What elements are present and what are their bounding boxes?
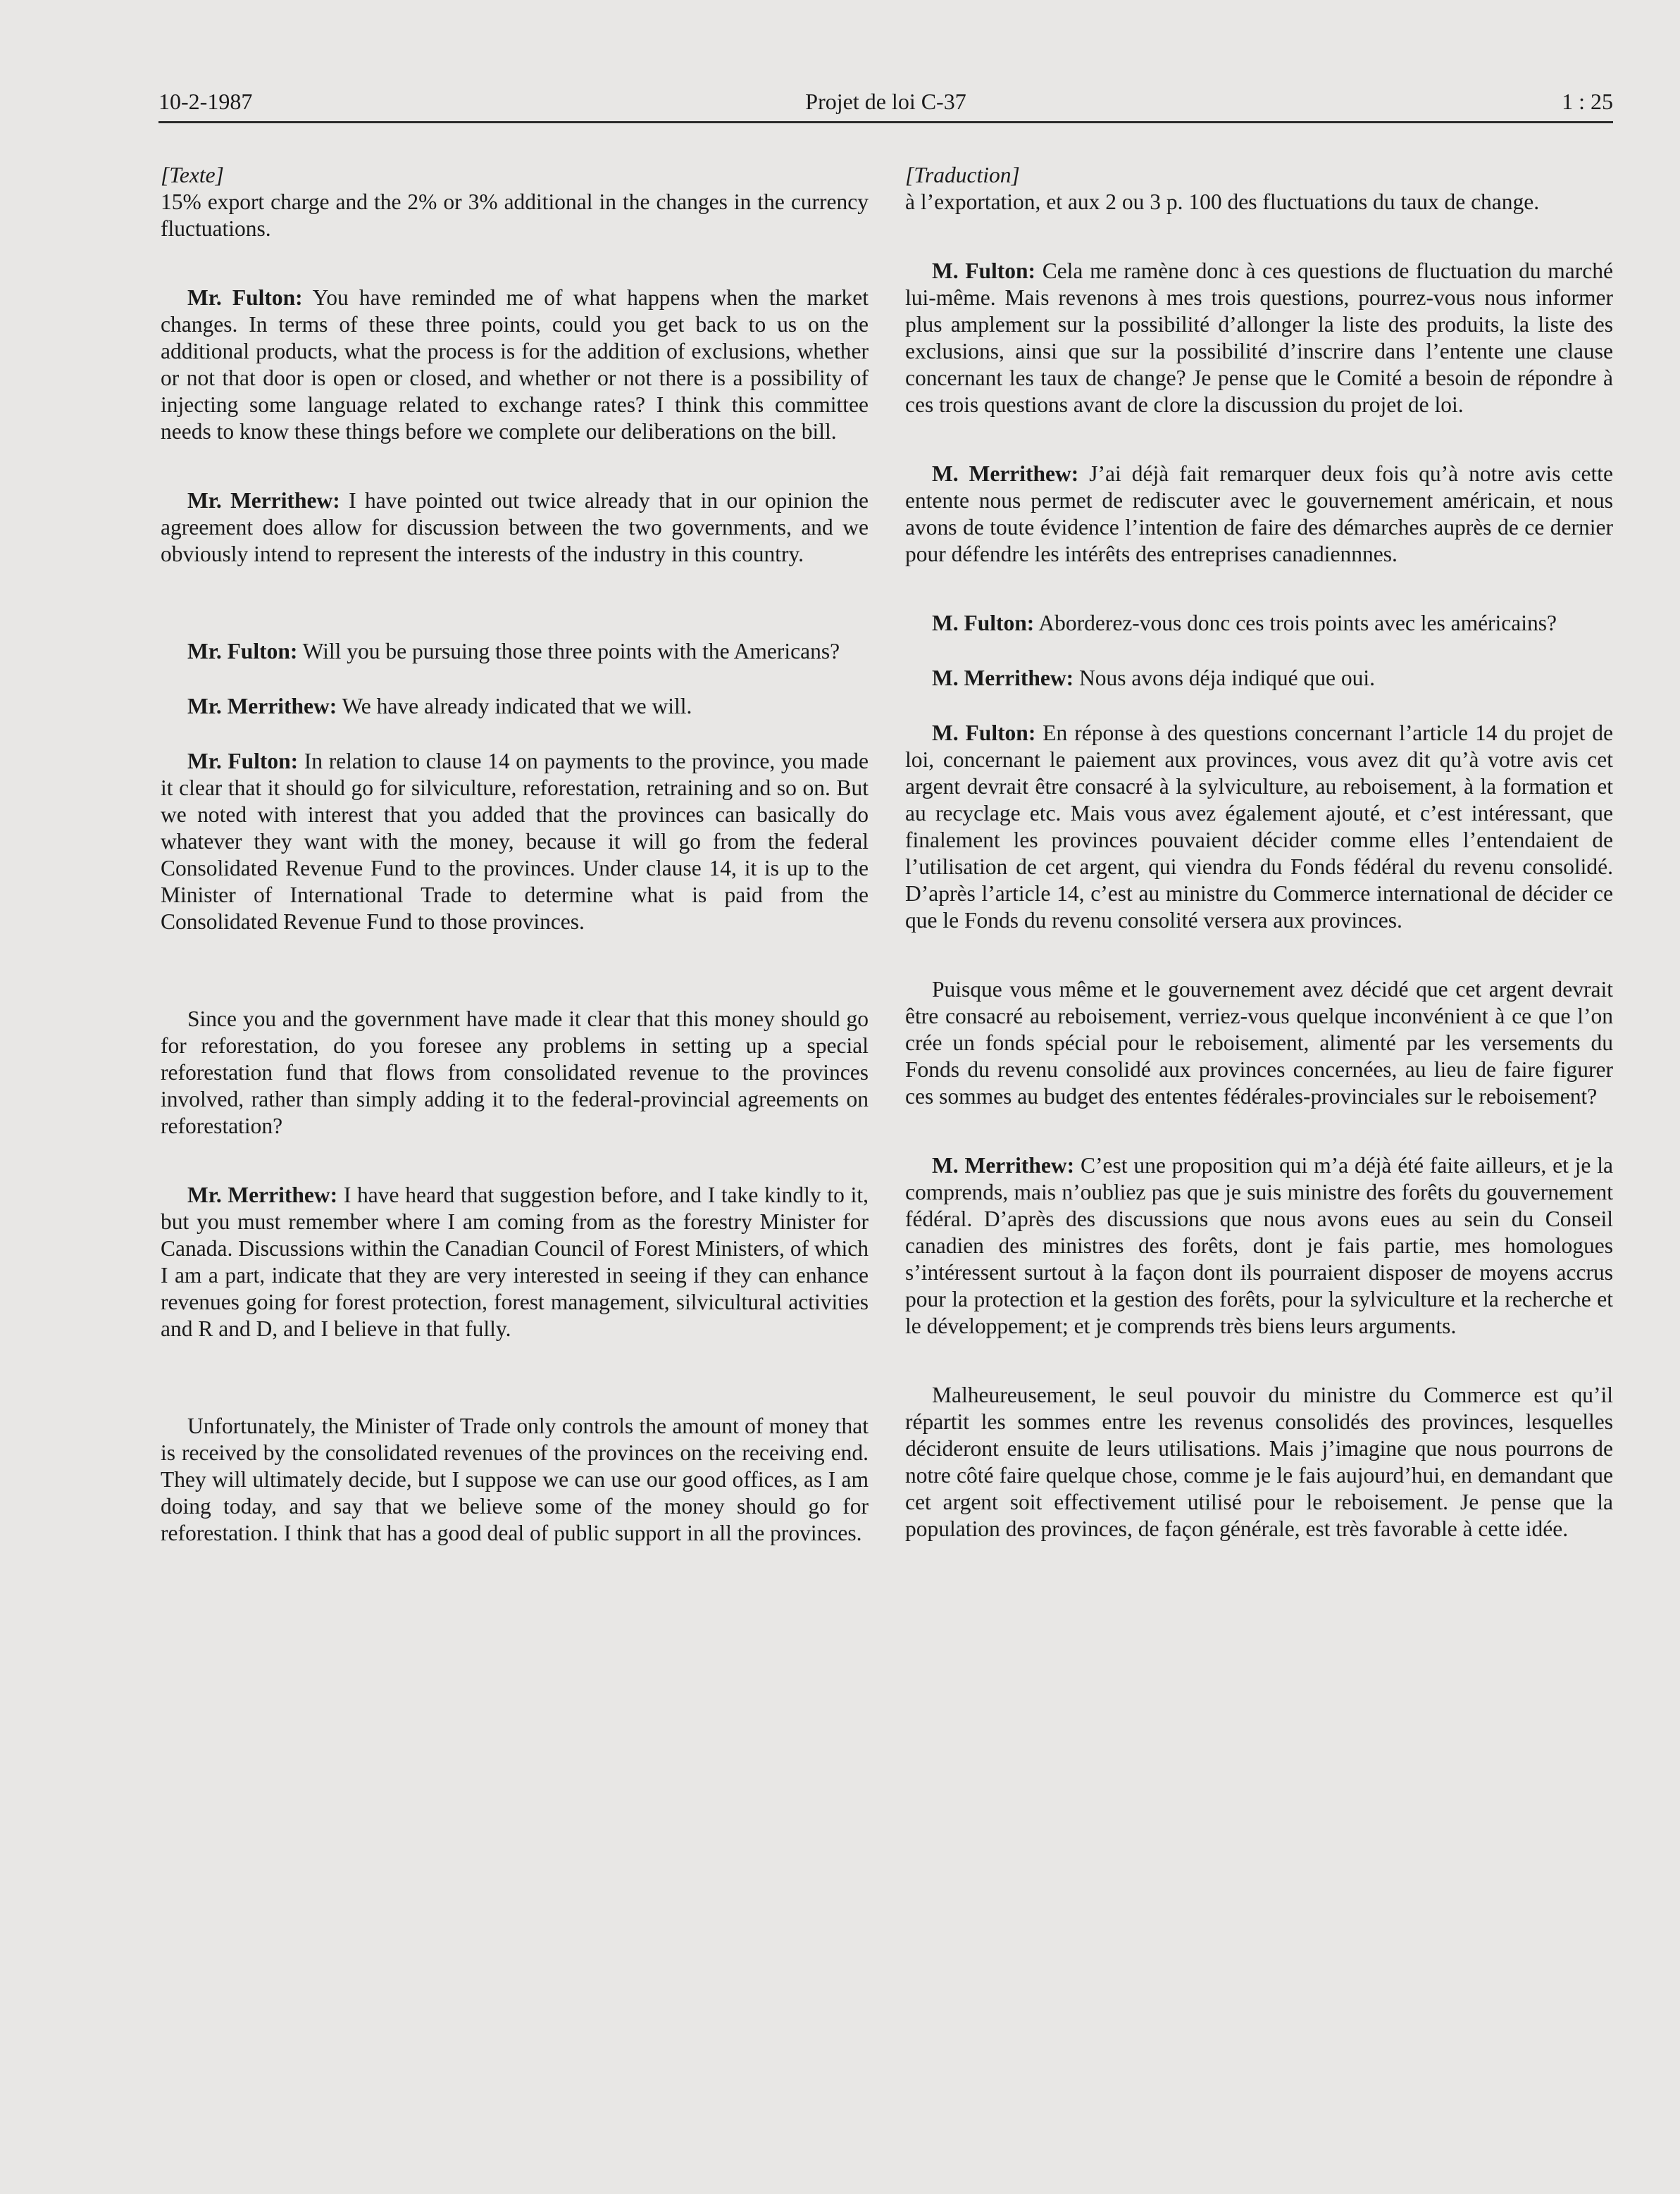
paragraph: [905, 1152, 1613, 1340]
page-header: [158, 83, 1613, 123]
speaker-name: Mr. Merrithew:: [187, 694, 337, 718]
paragraph-text: J’ai déjà fait remarquer deux fois qu’à notre avis cette entente nous permet de rediscuter avec le gouvernement américain, et nous avons de toute évidence l’intention de faire des démarches auprès de ce dernier pour défendre les intérêts des entreprises canadiennnes.: [905, 461, 1613, 566]
paragraph: [161, 285, 869, 445]
speaker-name: M. Merrithew:: [932, 666, 1074, 690]
paragraph-text: We have already indicated that we will.: [337, 694, 692, 718]
speaker-name: M. Merrithew:: [932, 461, 1079, 486]
paragraph: [905, 610, 1613, 637]
speaker-name: M. Fulton:: [932, 721, 1036, 745]
paragraph: [905, 976, 1613, 1110]
speaker-name: M. Fulton:: [932, 611, 1035, 635]
paragraph-text: Puisque vous même et le gouvernement avez décidé que cet argent devrait être consacré au reboisement, verriez-vous quelque inconvénient à ce que l’on crée un fonds spécial pour le reboisement, alimenté par les versements du Fonds du revenu consolidé aux provinces concernées, au lieu de faire figurer ces sommes au budget des ententes fédérales-provinciales sur le reboisement?: [905, 977, 1613, 1109]
paragraph-text: C’est une proposition qui m’a déjà été faite ailleurs, et je la comprends, mais n’oubliez pas que je suis ministre des forêts du gouvernement fédéral. D’après des discussions que nous avons eues au sein du Conseil canadien des ministres des forêts, dont je fais partie, mes homologues s’intéressent surtout à la façon dont ils pourraient disposer de moyens accrus pour la protection et la gestion des forêts, pour la sylviculture et la recherche et le développement; et je comprends très biens leurs arguments.: [905, 1153, 1614, 1338]
paragraph: [905, 720, 1613, 934]
paragraph: [161, 1182, 869, 1342]
speaker-name: Mr. Merrithew:: [187, 1183, 338, 1207]
speaker-name: Mr. Fulton:: [187, 639, 298, 663]
speaker-name: Mr. Merrithew:: [187, 488, 340, 513]
paragraph-text: Cela me ramène donc à ces questions de fluctuation du marché lui-même. Mais revenons à mes trois questions, pourrez-vous nous informer plus amplement sur la possibilité d’allonger la liste des produits, la liste des exclusions, ainsi que sur la possibilité d’inscrire dans l’entente une clause concernant les taux de change? Je pense que le Comité a besoin de répondre à ces trois questions avant de clore la discussion du projet de loi.: [905, 258, 1613, 417]
header-page-number: 1 : 25: [1562, 89, 1613, 114]
paragraph: [905, 665, 1613, 692]
paragraph-text: Nous avons déja indiqué que oui.: [1074, 666, 1375, 690]
paragraph-text: You have reminded me of what happens when the market changes. In terms of these three points, could you get back to us on the additional products, what the process is for the addition of exclusions, whether or not that door is open or closed, and whether or not there is a possibility of injecting some language related to exchange rates? I think this committee needs to know these things before we complete our deliberations on the bill.: [161, 285, 869, 444]
paragraph-text: I have heard that suggestion before, and I take kindly to it, but you must remember where I am coming from as the forestry Minister for Canada. Discussions within the Canadian Council of Forest Ministers, of which I am a part, indicate that they are very interested in seeing if they can enhance revenues going for forest protection, forest management, silvicultural activities and R and D, and I believe in that fully.: [161, 1183, 869, 1341]
paragraph-text: Will you be pursuing those three points with the Americans?: [297, 639, 840, 663]
speaker-name: Mr. Fulton:: [187, 749, 299, 773]
header-title: Projet de loi C-37: [805, 89, 966, 114]
speaker-name: M. Fulton:: [932, 258, 1036, 283]
header-divider: [158, 121, 1613, 123]
paragraph-text: à l’exportation, et aux 2 ou 3 p. 100 des fluctuations du taux de change.: [905, 189, 1540, 214]
paragraph-text: Unfortunately, the Minister of Trade only controls the amount of money that is received by the consolidated revenues of the provinces on the receiving end. They will ultimately decide, but I suppose we can use our good offices, as I am doing today, and say that we believe some of the money should go for reforestation. I think that has a good deal of public support in all the provinces.: [161, 1414, 869, 1545]
paragraph: [905, 1382, 1613, 1542]
language-tag: [Texte]: [161, 163, 224, 187]
paragraph: [161, 1006, 869, 1140]
english-column: [161, 162, 869, 1547]
french-column: [905, 162, 1613, 1542]
paragraph: [161, 638, 869, 665]
paragraph-text: Since you and the government have made it clear that this money should go for reforestation, do you foresee any problems in setting up a special reforestation fund that flows from consolidated revenue to the provinces involved, rather than simply adding it to the federal-provincial agreements on reforestation?: [161, 1006, 869, 1138]
header-date: 10-2-1987: [158, 89, 253, 114]
paragraph: [905, 189, 1613, 216]
paragraph: [161, 748, 869, 935]
paragraph-text: I have pointed out twice already that in our opinion the agreement does allow for discussion between the two governments, and we obviously intend to represent the interests of the industry in this country.: [161, 488, 869, 566]
paragraph-text: Aborderez-vous donc ces trois points avec les américains?: [1034, 611, 1557, 635]
speaker-name: Mr. Fulton:: [187, 285, 303, 310]
paragraph-text: Malheureusement, le seul pouvoir du ministre du Commerce est qu’il répartit les sommes entre les revenus consolidés des provinces, lesquelles décideront ensuite de leurs utilisations. Mais j’imagine que nous pourrons de notre côté faire quelque chose, comme je le fais aujourd’hui, en demandant que cet argent soit effectivement utilisé pour le reboisement. Je pense que la population des provinces, de façon générale, est très favorable à cette idée.: [905, 1383, 1613, 1541]
paragraph: [905, 461, 1613, 568]
speaker-name: M. Merrithew:: [932, 1153, 1075, 1178]
paragraph: [161, 487, 869, 568]
paragraph: [161, 1413, 869, 1547]
paragraph: [905, 258, 1613, 418]
language-tag: [Traduction]: [905, 163, 1020, 187]
paragraph: [161, 693, 869, 720]
paragraph-text: In relation to clause 14 on payments to the province, you made it clear that it should go for silviculture, reforestation, retraining and so on. But we noted with interest that you added that the provinces can basically do whatever they want with the money, because it will go from the federal Consolidated Revenue Fund to the provinces. Under clause 14, it is up to the Minister of International Trade to determine what is paid from the Consolidated Revenue Fund to those provinces.: [161, 749, 869, 934]
paragraph-text: 15% export charge and the 2% or 3% additional in the changes in the currency fluctuations.: [161, 189, 869, 241]
paragraph: [161, 189, 869, 242]
paragraph-text: En réponse à des questions concernant l’article 14 du projet de loi, concernant le paiement aux provinces, vous avez dit qu’à votre avis cet argent devrait être consacré à la sylviculture, au reboisement, à la formation et au recyclage etc. Mais vous avez également ajouté, et c’est intéressant, que finalement les provinces pouvaient décider comme elles l’entendaient de l’utilisation de cet argent, qui viendra du Fonds fédéral du revenu consolidé. D’après l’article 14, c’est au ministre du Commerce international de décider ce que le Fonds du revenu consolité versera aux provinces.: [905, 721, 1613, 933]
